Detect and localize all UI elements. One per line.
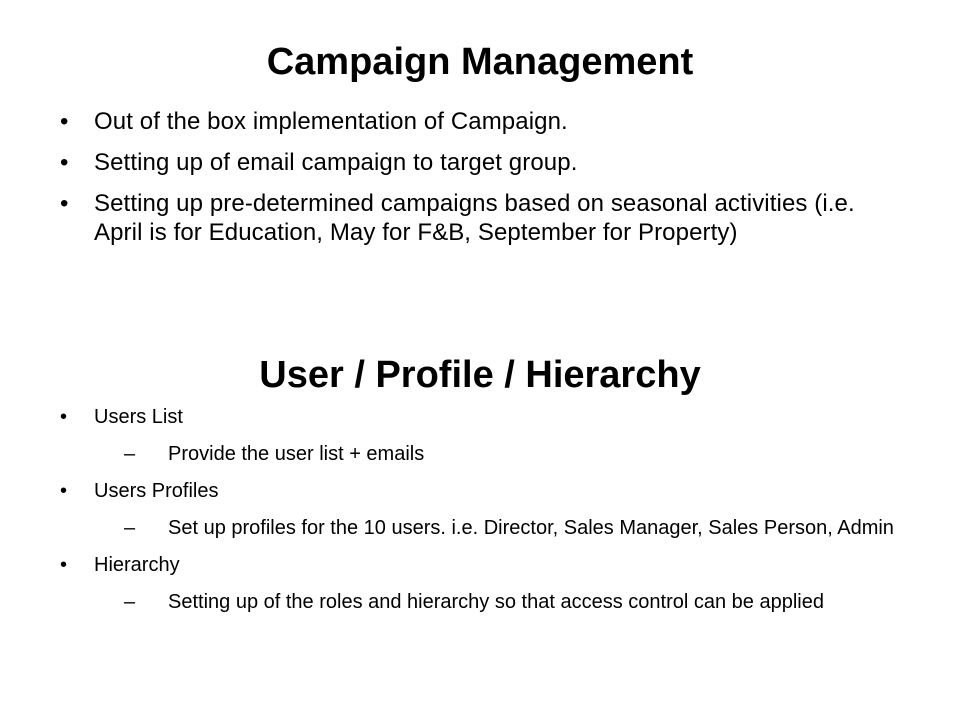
section-title-campaign-management: Campaign Management	[266, 41, 694, 83]
list-item-text: Setting up pre-determined campaigns based on seasonal activities (i.e. April is for Education, May for F&B, September for Property)	[94, 190, 855, 246]
list-item	[60, 479, 900, 540]
dash-icon: –	[124, 443, 136, 465]
user-profile-hierarchy-list	[60, 405, 900, 614]
bullet-icon: •	[60, 149, 69, 176]
bullet-icon: •	[60, 190, 69, 217]
dash-icon: –	[124, 591, 136, 613]
bullet-icon: •	[60, 554, 68, 576]
dash-icon: –	[124, 517, 136, 539]
sub-list	[94, 442, 900, 466]
bullet-icon: •	[60, 108, 69, 135]
sub-list-item	[124, 516, 900, 540]
list-item	[60, 189, 870, 247]
list-item-text: Users Profiles	[94, 480, 219, 502]
sub-list-item	[124, 442, 900, 466]
list-item-text: Out of the box implementation of Campaign.	[94, 108, 568, 135]
campaign-bullet-list	[60, 107, 870, 247]
sub-list-item-text: Provide the user list + emails	[168, 443, 425, 465]
sub-list-item-text: Setting up of the roles and hierarchy so that access control can be applied	[168, 591, 824, 613]
list-item	[60, 107, 870, 136]
sub-list	[94, 516, 900, 540]
list-item	[60, 405, 900, 466]
sub-list-item-text: Set up profiles for the 10 users. i.e. Director, Sales Manager, Sales Person, Admin	[168, 517, 894, 539]
bullet-icon: •	[60, 480, 68, 502]
bullet-icon: •	[60, 406, 68, 428]
sub-list	[94, 590, 900, 614]
list-item-text: Hierarchy	[94, 554, 180, 576]
list-item	[60, 148, 870, 177]
list-item	[60, 553, 900, 614]
sub-list-item	[124, 590, 900, 614]
list-item-text: Users List	[94, 406, 183, 428]
list-item-text: Setting up of email campaign to target group.	[94, 149, 578, 176]
section-title-user-profile-hierarchy: User / Profile / Hierarchy	[259, 354, 701, 396]
